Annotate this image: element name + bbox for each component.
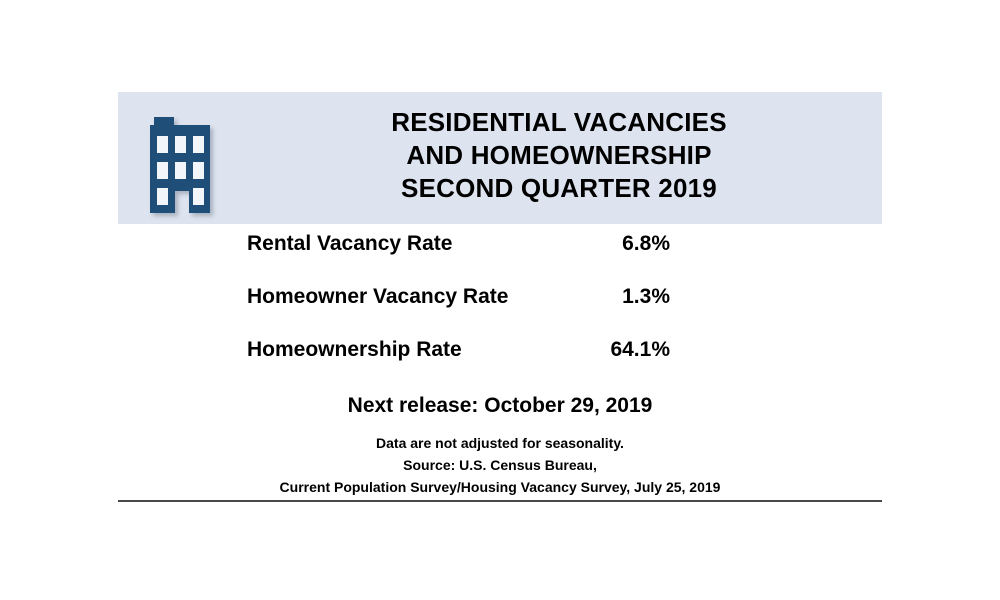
header-band [118, 92, 882, 224]
building-icon [144, 105, 216, 213]
stat-label-homeowner-vacancy-rate: Homeowner Vacancy Rate [247, 285, 509, 308]
table-row [247, 231, 670, 284]
stat-label-homeownership-rate: Homeownership Rate [247, 338, 462, 361]
stat-label-rental-vacancy-rate: Rental Vacancy Rate [247, 232, 453, 255]
page-title [236, 106, 882, 205]
source-notes [118, 432, 882, 498]
table-row [247, 337, 670, 390]
stat-value-rental-vacancy-rate: 6.8% [622, 232, 670, 255]
stat-value-homeowner-vacancy-rate: 1.3% [622, 285, 670, 308]
title-line-3: SECOND QUARTER 2019 [401, 173, 717, 203]
note-line-seasonality: Data are not adjusted for seasonality. [376, 435, 624, 451]
note-line-source: Source: U.S. Census Bureau, [403, 457, 597, 473]
table-row [247, 284, 670, 337]
title-line-1: RESIDENTIAL VACANCIES [391, 107, 727, 137]
title-line-2: AND HOMEOWNERSHIP [406, 140, 712, 170]
stat-value-homeownership-rate: 64.1% [610, 338, 670, 361]
next-release-text: Next release: October 29, 2019 [347, 394, 653, 417]
bottom-divider [118, 500, 882, 502]
statistics-list [247, 231, 670, 390]
note-line-survey: Current Population Survey/Housing Vacancy Survey, July 25, 2019 [279, 479, 721, 495]
